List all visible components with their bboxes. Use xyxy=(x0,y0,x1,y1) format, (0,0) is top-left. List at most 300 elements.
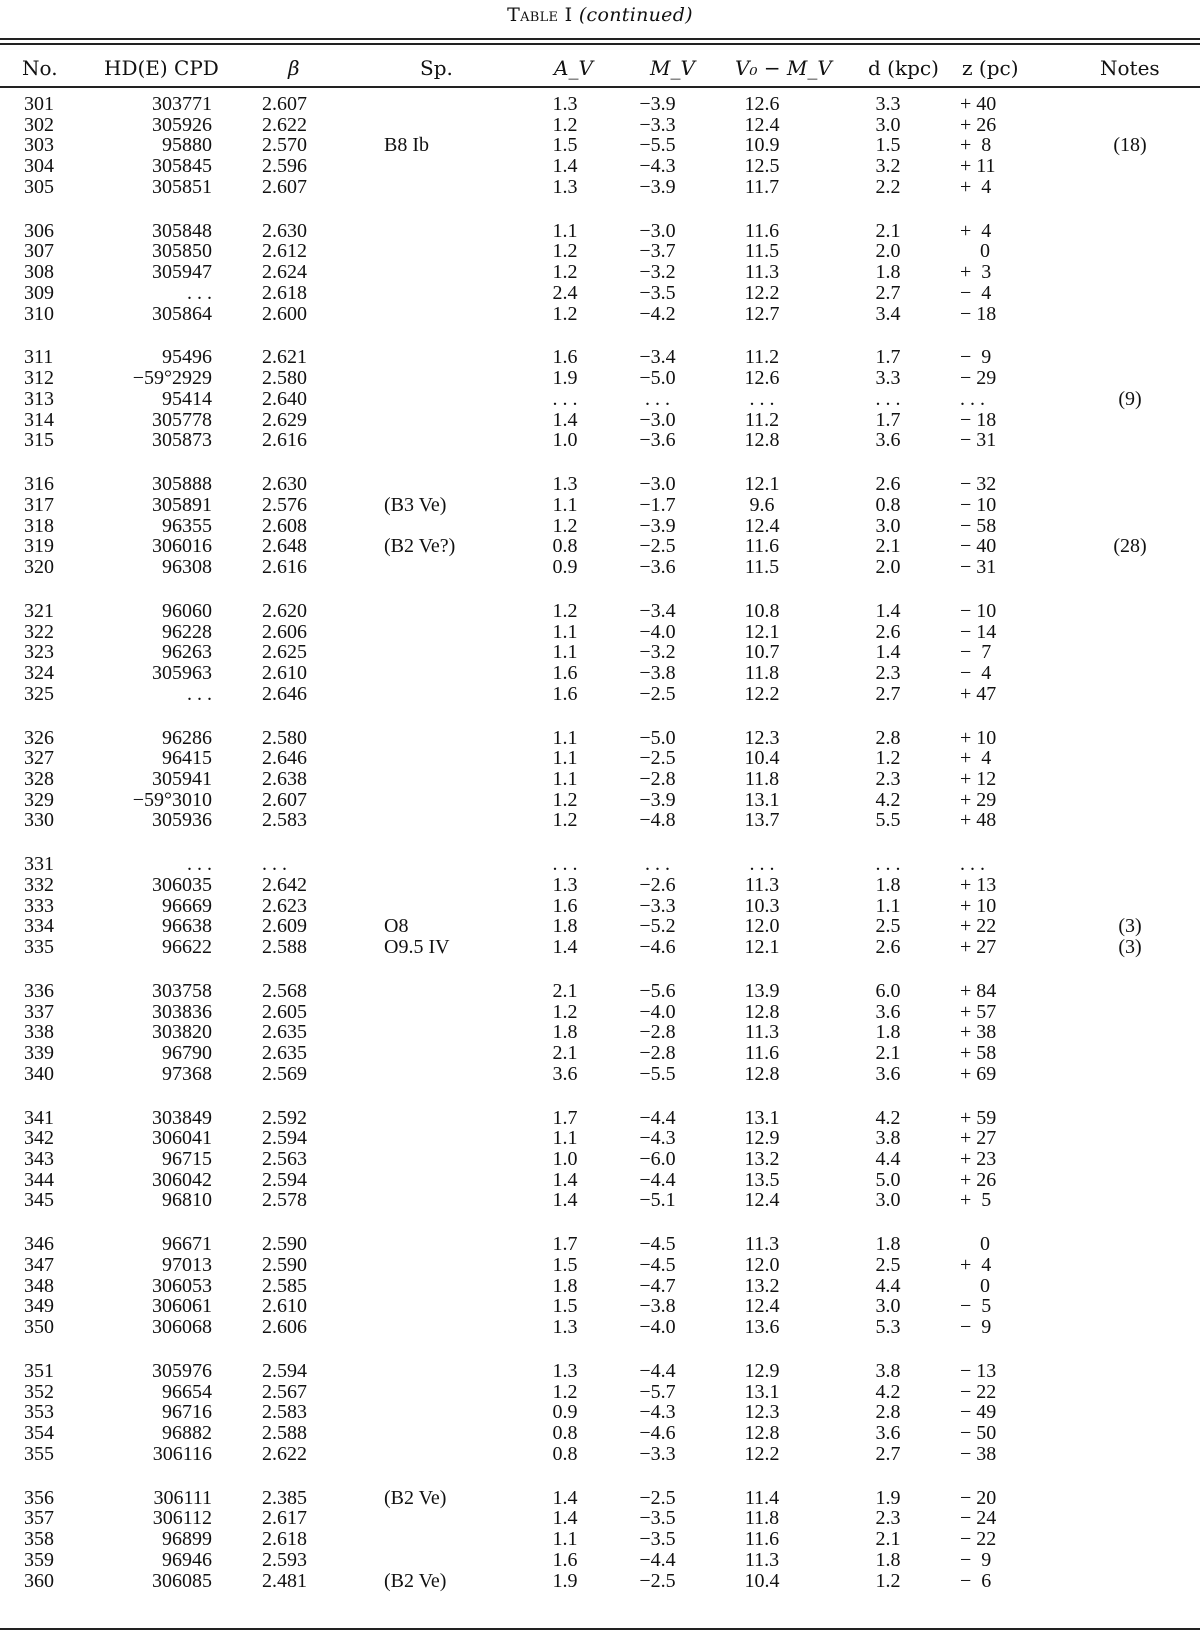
cell-v0mv: 12.4 xyxy=(744,514,780,537)
cell-v0mv: 12.4 xyxy=(744,1295,780,1318)
cell-hd: 306116 xyxy=(152,1442,212,1465)
cell-beta: 2.642 xyxy=(262,873,307,896)
cell-beta: 2.638 xyxy=(262,767,307,790)
cell-mv: −4.0 xyxy=(639,620,676,643)
cell-d: 2.7 xyxy=(875,1442,901,1465)
cell-beta: 2.569 xyxy=(262,1062,307,1085)
cell-mv: −2.5 xyxy=(639,682,676,705)
cell-mv: −5.7 xyxy=(639,1380,676,1403)
cell-z: + 29 xyxy=(960,788,997,811)
cell-no: 349 xyxy=(24,1295,54,1318)
cell-hd: 96654 xyxy=(162,1380,212,1403)
cell-d: 3.6 xyxy=(875,429,901,452)
table-continued: (continued) xyxy=(578,4,693,26)
cell-no: 312 xyxy=(24,367,54,390)
cell-beta: 2.622 xyxy=(262,1442,307,1465)
cell-mv: −3.6 xyxy=(639,429,676,452)
cell-beta: 2.600 xyxy=(262,302,307,325)
cell-notes: (3) xyxy=(1118,936,1142,958)
header-v0mv: V₀ − M_V xyxy=(735,56,832,80)
cell-av: 1.3 xyxy=(552,473,578,496)
cell-d: 5.3 xyxy=(875,1316,901,1339)
cell-beta: 2.608 xyxy=(262,514,307,537)
cell-av: 1.4 xyxy=(552,1486,578,1509)
cell-v0mv: 10.3 xyxy=(744,894,780,917)
cell-v0mv: 12.9 xyxy=(744,1360,780,1382)
cell-mv: −3.5 xyxy=(639,1528,676,1551)
cell-mv: −3.7 xyxy=(639,240,676,263)
cell-mv: −3.3 xyxy=(639,1442,676,1465)
cell-av: 1.3 xyxy=(552,175,578,198)
cell-mv: −4.3 xyxy=(639,1401,676,1424)
cell-beta: 2.640 xyxy=(262,387,307,410)
cell-mv: −2.8 xyxy=(639,1021,676,1044)
cell-no: 356 xyxy=(24,1486,54,1509)
header-sp: Sp. xyxy=(420,56,453,80)
cell-v0mv: 9.6 xyxy=(749,493,775,516)
cell-hd: 303849 xyxy=(152,1106,212,1129)
cell-v0mv: . . . xyxy=(749,387,775,410)
cell-mv: −5.5 xyxy=(639,1062,676,1085)
cell-no: 310 xyxy=(24,302,54,325)
cell-z: + 13 xyxy=(960,873,997,896)
cell-av: 2.1 xyxy=(552,979,578,1002)
cell-no: 325 xyxy=(24,682,54,705)
cell-av: 1.8 xyxy=(552,915,578,938)
cell-beta: 2.593 xyxy=(262,1548,307,1571)
cell-hd: 97013 xyxy=(162,1254,212,1276)
cell-mv: −2.8 xyxy=(639,767,676,790)
cell-hd: 305888 xyxy=(152,473,212,496)
cell-beta: 2.568 xyxy=(262,979,307,1002)
cell-v0mv: 12.3 xyxy=(744,726,780,749)
cell-mv: −5.0 xyxy=(639,726,676,749)
cell-av: 1.6 xyxy=(552,1548,578,1571)
cell-d: 2.1 xyxy=(875,1042,901,1064)
cell-av: 1.8 xyxy=(552,1274,578,1297)
cell-no: 328 xyxy=(24,767,54,790)
cell-v0mv: 11.2 xyxy=(744,408,780,431)
cell-mv: −3.0 xyxy=(639,219,676,242)
cell-d: 1.8 xyxy=(875,873,901,896)
cell-av: 1.1 xyxy=(552,1528,578,1551)
cell-mv: −4.4 xyxy=(639,1548,676,1571)
cell-z: + 26 xyxy=(960,113,997,136)
cell-hd: 306041 xyxy=(152,1127,212,1150)
cell-v0mv: 12.8 xyxy=(744,1062,780,1085)
cell-mv: −3.9 xyxy=(639,175,676,198)
cell-v0mv: 11.5 xyxy=(744,555,780,578)
cell-no: 342 xyxy=(24,1127,54,1150)
cell-no: 304 xyxy=(24,155,54,178)
cell-mv: . . . xyxy=(645,387,670,410)
cell-hd: 305891 xyxy=(152,493,212,516)
cell-no: 348 xyxy=(24,1274,54,1297)
cell-z: − 22 xyxy=(960,1380,997,1403)
cell-mv: −3.9 xyxy=(639,93,676,115)
cell-z: − 38 xyxy=(960,1442,997,1465)
cell-v0mv: 12.5 xyxy=(744,155,780,178)
cell-mv: −4.3 xyxy=(639,155,676,178)
cell-hd: . . . xyxy=(187,682,212,705)
cell-z: + 4 xyxy=(960,747,992,770)
cell-no: 335 xyxy=(24,936,54,958)
cell-v0mv: 12.1 xyxy=(744,936,780,958)
cell-z: − 40 xyxy=(960,535,997,558)
cell-no: 353 xyxy=(24,1401,54,1424)
cell-v0mv: 10.4 xyxy=(744,1569,780,1592)
cell-mv: −2.5 xyxy=(639,1486,676,1509)
cell-hd: 96415 xyxy=(162,747,212,770)
cell-sp: O8 xyxy=(384,915,409,938)
cell-z: + 47 xyxy=(960,682,997,705)
cell-d: 2.7 xyxy=(875,682,901,705)
cell-av: 1.2 xyxy=(552,809,578,832)
cell-mv: −3.2 xyxy=(639,261,676,284)
cell-no: 358 xyxy=(24,1528,54,1551)
cell-hd: 95496 xyxy=(162,346,212,369)
cell-hd: −59°2929 xyxy=(132,367,212,390)
cell-av: 1.5 xyxy=(552,1254,578,1276)
cell-z: − 14 xyxy=(960,620,997,643)
cell-mv: −3.9 xyxy=(639,514,676,537)
cell-z: − 5 xyxy=(960,1295,992,1318)
cell-beta: 2.583 xyxy=(262,809,307,832)
cell-no: 330 xyxy=(24,809,54,832)
cell-hd: 96882 xyxy=(162,1422,212,1445)
cell-av: 1.1 xyxy=(552,1127,578,1150)
cell-av: 1.5 xyxy=(552,134,578,157)
cell-av: 1.8 xyxy=(552,1021,578,1044)
cell-d: 4.4 xyxy=(875,1274,901,1297)
cell-d: 3.3 xyxy=(875,367,901,390)
cell-hd: 96308 xyxy=(162,555,212,578)
cell-z: − 58 xyxy=(960,514,997,537)
cell-mv: −2.5 xyxy=(639,747,676,770)
cell-v0mv: 11.6 xyxy=(744,1042,780,1064)
cell-av: 0.8 xyxy=(552,1422,578,1445)
cell-av: 1.2 xyxy=(552,1000,578,1023)
cell-no: 307 xyxy=(24,240,54,263)
cell-z: + 10 xyxy=(960,726,997,749)
cell-hd: 305936 xyxy=(152,809,212,832)
cell-v0mv: 12.0 xyxy=(744,915,780,938)
cell-mv: −4.8 xyxy=(639,809,676,832)
cell-d: 3.2 xyxy=(875,155,901,178)
cell-v0mv: 12.6 xyxy=(744,93,780,115)
cell-mv: −5.5 xyxy=(639,134,676,157)
cell-d: 3.0 xyxy=(875,1295,901,1318)
cell-v0mv: 10.9 xyxy=(744,134,780,157)
cell-av: 1.2 xyxy=(552,514,578,537)
cell-v0mv: 11.7 xyxy=(744,175,780,198)
cell-beta: 2.620 xyxy=(262,599,307,622)
cell-mv: −2.8 xyxy=(639,1042,676,1064)
cell-z: − 13 xyxy=(960,1360,997,1382)
cell-z: + 27 xyxy=(960,1127,997,1150)
cell-no: 317 xyxy=(24,493,54,516)
cell-no: 336 xyxy=(24,979,54,1002)
cell-d: . . . xyxy=(875,853,901,876)
cell-d: 3.4 xyxy=(875,302,901,325)
cell-hd: . . . xyxy=(187,281,212,304)
cell-d: 1.8 xyxy=(875,1233,901,1256)
cell-v0mv: 11.6 xyxy=(744,1528,780,1551)
cell-hd: 306061 xyxy=(152,1295,212,1318)
cell-hd: 305778 xyxy=(152,408,212,431)
cell-v0mv: 12.9 xyxy=(744,1127,780,1150)
cell-mv: −3.5 xyxy=(639,1507,676,1530)
cell-mv: −4.4 xyxy=(639,1360,676,1382)
cell-mv: −4.4 xyxy=(639,1168,676,1191)
cell-beta: 2.596 xyxy=(262,155,307,178)
cell-d: 1.4 xyxy=(875,641,901,664)
cell-d: 2.2 xyxy=(875,175,901,198)
cell-beta: 2.618 xyxy=(262,1528,307,1551)
cell-hd: 305848 xyxy=(152,219,212,242)
cell-d: 5.0 xyxy=(875,1168,901,1191)
cell-beta: 2.646 xyxy=(262,747,307,770)
cell-z: + 23 xyxy=(960,1148,997,1170)
cell-beta: 2.594 xyxy=(262,1127,307,1150)
cell-no: 338 xyxy=(24,1021,54,1044)
cell-beta: 2.607 xyxy=(262,788,307,811)
cell-mv: −4.6 xyxy=(639,936,676,958)
cell-v0mv: 13.1 xyxy=(744,1380,780,1403)
cell-v0mv: . . . xyxy=(749,853,775,876)
cell-v0mv: 11.8 xyxy=(744,1507,780,1530)
cell-z: + 5 xyxy=(960,1189,992,1212)
cell-v0mv: 10.7 xyxy=(744,641,780,664)
cell-beta: 2.588 xyxy=(262,1422,307,1445)
cell-no: 360 xyxy=(24,1569,54,1592)
cell-d: 2.0 xyxy=(875,240,901,263)
cell-hd: 96355 xyxy=(162,514,212,537)
cell-mv: −5.1 xyxy=(639,1189,676,1212)
cell-beta: 2.592 xyxy=(262,1106,307,1129)
cell-d: 2.1 xyxy=(875,535,901,558)
cell-hd: 96810 xyxy=(162,1189,212,1212)
bottom-rule xyxy=(0,1628,1200,1630)
cell-av: 1.3 xyxy=(552,93,578,115)
cell-beta: 2.578 xyxy=(262,1189,307,1212)
cell-no: 344 xyxy=(24,1168,54,1191)
cell-d: 2.6 xyxy=(875,473,901,496)
cell-hd: 305851 xyxy=(152,175,212,198)
cell-hd: 96671 xyxy=(162,1233,212,1256)
cell-av: 1.1 xyxy=(552,767,578,790)
cell-beta: 2.621 xyxy=(262,346,307,369)
cell-av: 1.1 xyxy=(552,726,578,749)
cell-hd: 303836 xyxy=(152,1000,212,1023)
cell-z: − 9 xyxy=(960,1548,992,1571)
cell-av: 0.8 xyxy=(552,1442,578,1465)
cell-hd: 306053 xyxy=(152,1274,212,1297)
cell-d: 1.2 xyxy=(875,747,901,770)
cell-no: 323 xyxy=(24,641,54,664)
cell-av: 1.4 xyxy=(552,408,578,431)
cell-z: + 8 xyxy=(960,134,992,157)
cell-d: 3.6 xyxy=(875,1062,901,1085)
cell-d: 2.8 xyxy=(875,1401,901,1424)
cell-hd: 303820 xyxy=(152,1021,212,1044)
cell-av: 1.2 xyxy=(552,240,578,263)
cell-hd: 305947 xyxy=(152,261,212,284)
cell-av: 1.4 xyxy=(552,1507,578,1530)
cell-hd: 303758 xyxy=(152,979,212,1002)
cell-v0mv: 11.3 xyxy=(744,1233,780,1256)
cell-sp: B8 Ib xyxy=(384,134,429,157)
cell-z: + 84 xyxy=(960,979,997,1002)
cell-v0mv: 11.6 xyxy=(744,219,780,242)
cell-beta: 2.635 xyxy=(262,1021,307,1044)
cell-sp: (B3 Ve) xyxy=(384,493,447,516)
cell-hd: 96286 xyxy=(162,726,212,749)
cell-z: − 32 xyxy=(960,473,997,496)
cell-beta: 2.625 xyxy=(262,641,307,664)
cell-hd: 96946 xyxy=(162,1548,212,1571)
cell-v0mv: 11.6 xyxy=(744,535,780,558)
cell-hd: 306111 xyxy=(153,1486,212,1509)
cell-hd: 96790 xyxy=(162,1042,212,1064)
cell-beta: 2.609 xyxy=(262,915,307,938)
cell-mv: −4.0 xyxy=(639,1000,676,1023)
cell-no: 340 xyxy=(24,1062,54,1085)
header-z: z (pc) xyxy=(962,56,1019,80)
cell-hd: 96263 xyxy=(162,641,212,664)
cell-sp: (B2 Ve) xyxy=(384,1569,447,1592)
cell-no: 334 xyxy=(24,915,54,938)
cell-z: + 4 xyxy=(960,219,992,242)
cell-mv: −5.0 xyxy=(639,367,676,390)
cell-av: 1.3 xyxy=(552,1360,578,1382)
cell-beta: 2.610 xyxy=(262,1295,307,1318)
cell-no: 347 xyxy=(24,1254,54,1276)
cell-z: + 38 xyxy=(960,1021,997,1044)
cell-no: 355 xyxy=(24,1442,54,1465)
cell-mv: −4.4 xyxy=(639,1106,676,1129)
cell-av: 0.8 xyxy=(552,535,578,558)
cell-d: 2.3 xyxy=(875,1507,901,1530)
cell-no: 359 xyxy=(24,1548,54,1571)
cell-no: 333 xyxy=(24,894,54,917)
cell-mv: −3.3 xyxy=(639,894,676,917)
cell-z: + 40 xyxy=(960,93,997,115)
cell-av: 1.4 xyxy=(552,155,578,178)
cell-beta: 2.630 xyxy=(262,473,307,496)
cell-d: 3.0 xyxy=(875,1189,901,1212)
cell-av: 1.9 xyxy=(552,1569,578,1592)
cell-av: 1.9 xyxy=(552,367,578,390)
cell-mv: −3.9 xyxy=(639,788,676,811)
cell-z: + 12 xyxy=(960,767,997,790)
cell-sp: (B2 Ve) xyxy=(384,1486,447,1509)
cell-mv: −1.7 xyxy=(639,493,676,516)
cell-beta: 2.605 xyxy=(262,1000,307,1023)
cell-no: 311 xyxy=(24,346,54,369)
cell-no: 341 xyxy=(24,1106,54,1129)
cell-v0mv: 12.3 xyxy=(744,1401,780,1424)
cell-no: 337 xyxy=(24,1000,54,1023)
cell-z: + 4 xyxy=(960,1254,992,1276)
cell-d: 2.6 xyxy=(875,620,901,643)
cell-d: 1.1 xyxy=(875,894,901,917)
cell-no: 320 xyxy=(24,555,54,578)
cell-mv: −3.0 xyxy=(639,408,676,431)
cell-hd: 305976 xyxy=(152,1360,212,1382)
cell-d: 1.5 xyxy=(875,134,901,157)
header-beta: β xyxy=(288,56,300,80)
cell-v0mv: 12.8 xyxy=(744,1000,780,1023)
cell-v0mv: 12.8 xyxy=(744,429,780,452)
cell-d: 2.1 xyxy=(875,219,901,242)
cell-beta: 2.630 xyxy=(262,219,307,242)
cell-mv: −3.2 xyxy=(639,641,676,664)
cell-hd: 306085 xyxy=(152,1569,212,1592)
cell-hd: 306042 xyxy=(152,1168,212,1191)
table-label: Table I xyxy=(507,4,573,26)
cell-hd: 305963 xyxy=(152,661,212,684)
cell-beta: 2.385 xyxy=(262,1486,307,1509)
cell-v0mv: 11.8 xyxy=(744,767,780,790)
cell-av: 1.1 xyxy=(552,219,578,242)
cell-z: + 3 xyxy=(960,261,992,284)
cell-v0mv: 12.7 xyxy=(744,302,780,325)
cell-v0mv: 13.6 xyxy=(744,1316,780,1339)
cell-v0mv: 12.2 xyxy=(744,1442,780,1465)
cell-beta: 2.629 xyxy=(262,408,307,431)
cell-hd: . . . xyxy=(187,853,212,876)
cell-av: 1.0 xyxy=(552,1148,578,1170)
cell-av: 1.2 xyxy=(552,599,578,622)
cell-beta: 2.563 xyxy=(262,1148,307,1170)
cell-hd: −59°3010 xyxy=(132,788,212,811)
cell-v0mv: 12.4 xyxy=(744,113,780,136)
cell-v0mv: 12.2 xyxy=(744,281,780,304)
cell-mv: −2.5 xyxy=(639,1569,676,1592)
cell-z: − 18 xyxy=(960,302,997,325)
cell-no: 316 xyxy=(24,473,54,496)
cell-d: 2.5 xyxy=(875,915,901,938)
cell-no: 318 xyxy=(24,514,54,537)
cell-z: . . . xyxy=(960,853,985,876)
cell-d: 5.5 xyxy=(875,809,901,832)
cell-no: 329 xyxy=(24,788,54,811)
cell-hd: 305926 xyxy=(152,113,212,136)
cell-no: 352 xyxy=(24,1380,54,1403)
cell-beta: 2.646 xyxy=(262,682,307,705)
cell-av: . . . xyxy=(552,853,578,876)
cell-z: − 4 xyxy=(960,281,992,304)
cell-no: 308 xyxy=(24,261,54,284)
cell-av: 0.9 xyxy=(552,1401,578,1424)
cell-v0mv: 10.8 xyxy=(744,599,780,622)
cell-mv: −4.6 xyxy=(639,1422,676,1445)
cell-no: 322 xyxy=(24,620,54,643)
cell-no: 332 xyxy=(24,873,54,896)
cell-mv: −3.3 xyxy=(639,113,676,136)
cell-av: 2.1 xyxy=(552,1042,578,1064)
cell-v0mv: 12.1 xyxy=(744,473,780,496)
cell-no: 351 xyxy=(24,1360,54,1382)
cell-z: + 57 xyxy=(960,1000,997,1023)
cell-d: 4.2 xyxy=(875,1106,901,1129)
cell-av: 1.1 xyxy=(552,747,578,770)
cell-av: 1.7 xyxy=(552,1106,578,1129)
cell-v0mv: 13.5 xyxy=(744,1168,780,1191)
cell-av: 1.6 xyxy=(552,346,578,369)
cell-no: 301 xyxy=(24,93,54,115)
